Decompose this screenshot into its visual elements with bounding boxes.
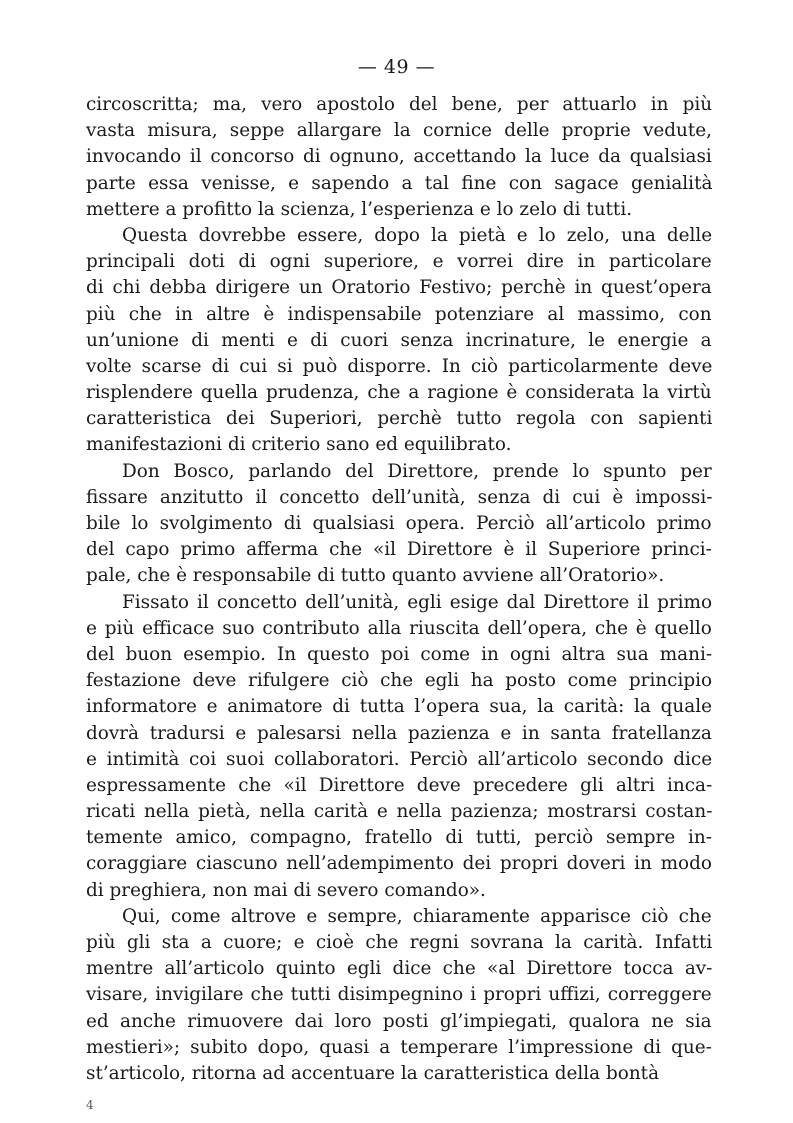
text-line: del capo primo afferma che «il Direttore è il Superiore princi-: [86, 539, 712, 561]
text-line: più che in altre è indispensabile potenziare al massimo, con: [86, 303, 712, 325]
text-line: pale, che è responsabile di tutto quanto avviene all’Oratorio».: [86, 565, 665, 587]
text-line: ed anche rimuovere dai loro posti gl’impiegati, qualora ne sia: [86, 1010, 712, 1032]
text-line: vasta misura, seppe allargare la cornice delle proprie vedute,: [86, 120, 712, 142]
text-line: informatore e animatore di tutta l’opera sua, la carità: la quale: [86, 696, 712, 718]
page-number: — 49 —: [357, 56, 436, 78]
text-line: mentre all’articolo quinto egli dice che «al Direttore tocca av-: [86, 958, 713, 980]
printer-signature-mark: 4: [86, 1098, 94, 1112]
paragraph-first-line: Fissato il concetto dell’unità, egli esige dal Direttore il primo: [122, 591, 713, 613]
text-line: espressamente che «il Direttore deve precedere gli altri inca-: [86, 774, 713, 796]
body-text: [86, 92, 712, 1087]
text-line: mettere a profitto la scienza, l’esperienza e lo zelo di tutti.: [86, 198, 633, 220]
text-line: di chi debba dirigere un Oratorio Festivo; perchè in quest’opera: [86, 277, 712, 299]
text-line: fissare anzitutto il concetto dell’unità, senza di cui è impossi-: [86, 486, 713, 508]
text-line: coraggiare ciascuno nell’adempimento dei propri doveri in modo: [86, 853, 712, 875]
text-line: temente amico, compagno, fratello di tutti, perciò sempre in-: [86, 827, 712, 849]
text-line: festazione deve rifulgere ciò che egli ha posto come principio: [86, 670, 713, 692]
text-line: dovrà tradursi e palesarsi nella pazienza e in santa fratellanza: [86, 722, 712, 744]
text-line: st’articolo, ritorna ad accentuare la caratteristica della bontà: [86, 1062, 660, 1084]
text-line: un’unione di menti e di cuori senza incrinature, le energie a: [86, 329, 712, 351]
text-line: ricati nella pietà, nella carità e nella pazienza; mostrarsi costan-: [86, 801, 713, 823]
text-line: di preghiera, non mai di severo comando».: [86, 879, 486, 901]
text-line: risplendere quella prudenza, che a ragione è considerata la virtù: [86, 382, 712, 404]
text-line: bile lo svolgimento di qualsiasi opera. Perciò all’articolo primo: [86, 513, 712, 534]
paragraph-first-line: Don Bosco, parlando del Direttore, prende lo spunto per: [122, 460, 712, 482]
text-line: invocando il concorso di ognuno, accettando la luce da qualsiasi: [86, 146, 712, 168]
text-line: volte scarse di cui si può disporre. In ciò particolarmente deve: [86, 355, 713, 377]
text-line: manifestazioni di criterio sano ed equilibrato.: [86, 434, 512, 456]
text-line: e intimità coi suoi collaboratori. Perciò all’articolo secondo dice: [86, 748, 713, 770]
paragraph-first-line: Questa dovrebbe essere, dopo la pietà e lo zelo, una delle: [122, 224, 713, 246]
text-line: circoscritta; ma, vero apostolo del bene, per attuarlo in più: [86, 94, 713, 115]
text-line: del buon esempio. In questo poi come in ogni altra sua mani-: [86, 643, 713, 665]
text-line: principali doti di ogni superiore, e vorrei dire in particolare: [86, 251, 712, 273]
paragraph-first-line: Qui, come altrove e sempre, chiaramente apparisce ciò che: [122, 905, 712, 927]
text-line: visare, invigilare che tutti disimpegnino i propri uffizi, correggere: [86, 984, 712, 1006]
text-line: caratteristica dei Superiori, perchè tutto regola con sapienti: [86, 408, 713, 430]
text-line: mestieri»; subito dopo, quasi a temperare l’impressione di que-: [86, 1036, 712, 1058]
text-line: e più efficace suo contributo alla riuscita dell’opera, che è quello: [86, 617, 712, 639]
text-line: parte essa venisse, e sapendo a tal fine con sagace genialità: [86, 172, 713, 194]
text-line: più gli sta a cuore; e cioè che regni sovrana la carità. Infatti: [86, 932, 713, 953]
